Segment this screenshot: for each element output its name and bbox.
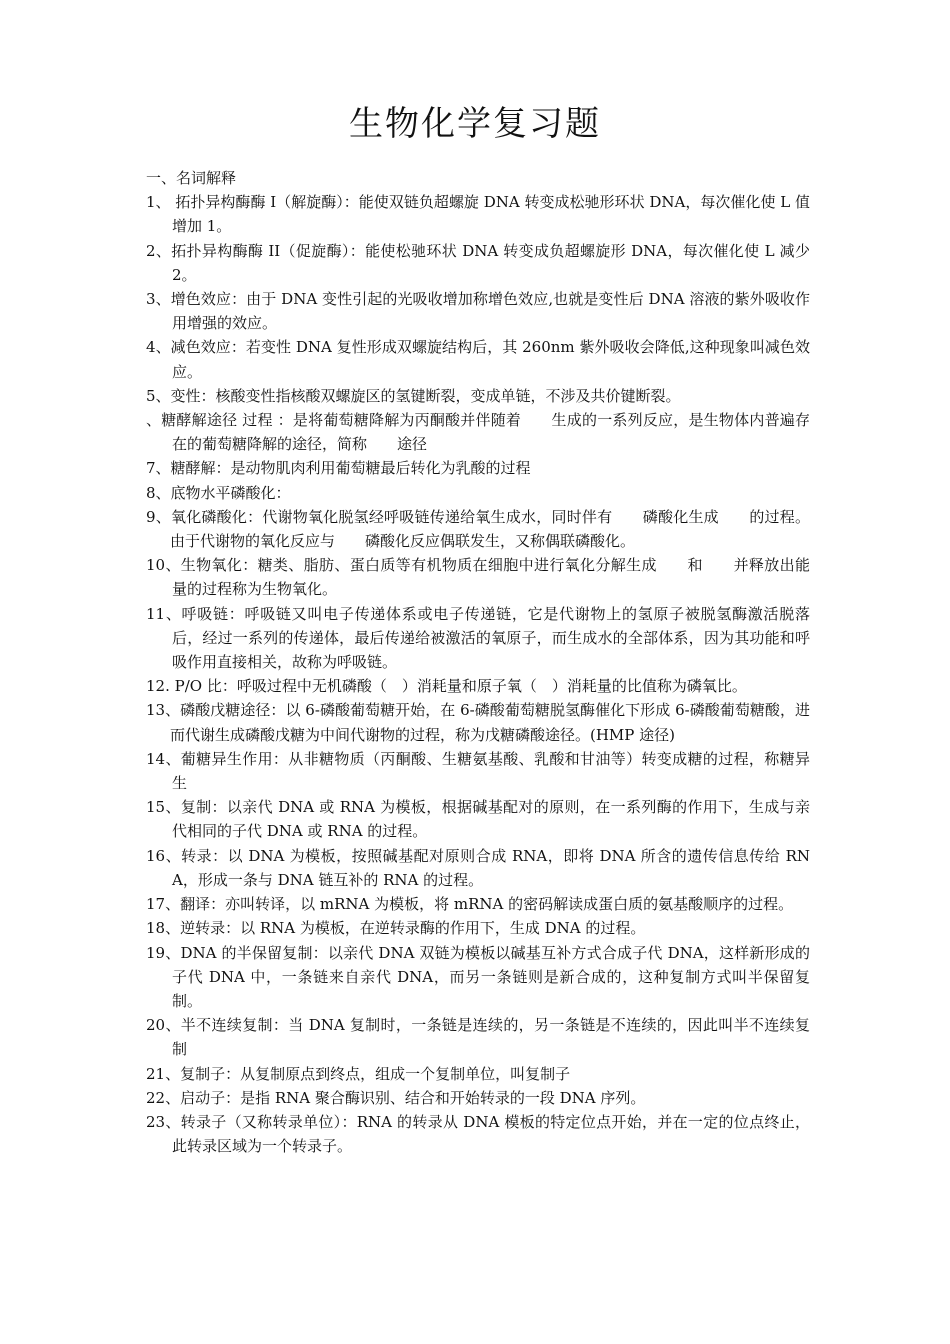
entry-5: 5、变性：核酸变性指核酸双螺旋区的氢键断裂，变成单链，不涉及共价键断裂。 xyxy=(146,386,681,405)
entry-23: 23、转录子（又称转录单位）：RNA 的转录从 DNA 模板的特定位点开始，并在一定的位点终止，此转录区域为一个转录子。 xyxy=(146,1112,810,1156)
entry-10: 10、生物氧化：糖类、脂肪、蛋白质等有机物质在细胞中进行氧化分解生成 和 并释放出能量的过程称为生物氧化。 xyxy=(146,556,810,599)
entry-19: 19、DNA 的半保留复制：以亲代 DNA 双链为模板以碱基互补方式合成子代 DNA，这样新形成的子代 DNA 中，一条链来自亲代 DNA，而另一条链则是新合成的，这种复制方式叫半保留复制。 xyxy=(146,943,810,1010)
entry-1: 1、 拓扑异构酶酶 I（解旋酶）：能使双链负超螺旋 DNA 转变成松驰形环状 DNA，每次催化使 L 值增加 1。 xyxy=(146,193,810,236)
entry-3: 3、增色效应：由于 DNA 变性引起的光吸收增加称增色效应,也就是变性后 DNA 溶液的紫外吸收作用增强的效应。 xyxy=(146,290,810,333)
entry-18: 18、逆转录：以 RNA 为模板，在逆转录酶的作用下，生成 DNA 的过程。 xyxy=(146,919,646,938)
entry-12: 12. P/O 比：呼吸过程中无机磷酸（ ）消耗量和原子氧（ ）消耗量的比值称为磷氧比。 xyxy=(146,677,747,696)
section-heading: 一、名词解释 xyxy=(146,169,237,187)
entry-2: 2、拓扑异构酶酶 II（促旋酶）：能使松驰环状 DNA 转变成负超螺旋形 DNA，每次催化使 L 减少 2。 xyxy=(146,241,810,284)
entry-7: 7、糖酵解：是动物肌肉利用葡萄糖最后转化为乳酸的过程 xyxy=(146,459,531,478)
entry-6: 、糖酵解途径 过程 ：是将葡萄糖降解为丙酮酸并伴随着 生成的一系列反应，是生物体内普遍存在的葡萄糖降解的途径，简称 途径 xyxy=(146,411,810,454)
entry-16: 16、转录：以 DNA 为模板，按照碱基配对原则合成 RNA，即将 DNA 所含的遗传信息传给 RNA，形成一条与 DNA 链互补的 RNA 的过程。 xyxy=(146,846,810,889)
entry-9: 9、氧化磷酸化：代谢物氧化脱氢经呼吸链传递给氧生成水，同时伴有 磷酸化生成 的过程。由于代谢物的氧化反应与 磷酸化反应偶联发生，又称偶联磷酸化。 xyxy=(146,507,810,551)
entry-20: 20、半不连续复制：当 DNA 复制时，一条链是连续的，另一条链是不连续的，因此叫半不连续复制 xyxy=(146,1016,810,1059)
entry-17: 17、翻译：亦叫转译，以 mRNA 为模板，将 mRNA 的密码解读成蛋白质的氨基酸顺序的过程。 xyxy=(146,895,794,914)
document-title: 生物化学复习题 xyxy=(349,104,601,144)
entry-11: 11、呼吸链：呼吸链又叫电子传递体系或电子传递链，它是代谢物上的氢原子被脱氢酶激活脱落后，经过一系列的传递体，最后传递给被激活的氧原子，而生成水的全部体系，因为其功能和呼吸作用直接相关，故称为呼吸链。 xyxy=(146,604,810,672)
document-body xyxy=(146,166,810,1158)
entry-21: 21、复制子：从复制原点到终点，组成一个复制单位，叫复制子 xyxy=(146,1064,571,1083)
entry-15: 15、复制：以亲代 DNA 或 RNA 为模板，根据碱基配对的原则，在一系列酶的作用下，生成与亲代相同的子代 DNA 或 RNA 的过程。 xyxy=(146,798,810,841)
entry-14: 14、葡糖异生作用：从非糖物质（丙酮酸、生糖氨基酸、乳酸和甘油等）转变成糖的过程，称糖异生 xyxy=(146,749,810,793)
entry-4: 4、减色效应：若变性 DNA 复性形成双螺旋结构后，其 260nm 紫外吸收会降低,这种现象叫减色效应。 xyxy=(146,338,810,381)
entry-22: 22、启动子：是指 RNA 聚合酶识别、结合和开始转录的一段 DNA 序列。 xyxy=(146,1088,646,1107)
entry-8: 8、底物水平磷酸化： xyxy=(146,483,291,502)
entry-13: 13、磷酸戊糖途径：以 6-磷酸葡萄糖开始，在 6-磷酸葡萄糖脱氢酶催化下形成 6-磷酸葡萄糖酸，进而代谢生成磷酸戊糖为中间代谢物的过程，称为戊糖磷酸途径。(HMP 途径) xyxy=(146,701,810,744)
